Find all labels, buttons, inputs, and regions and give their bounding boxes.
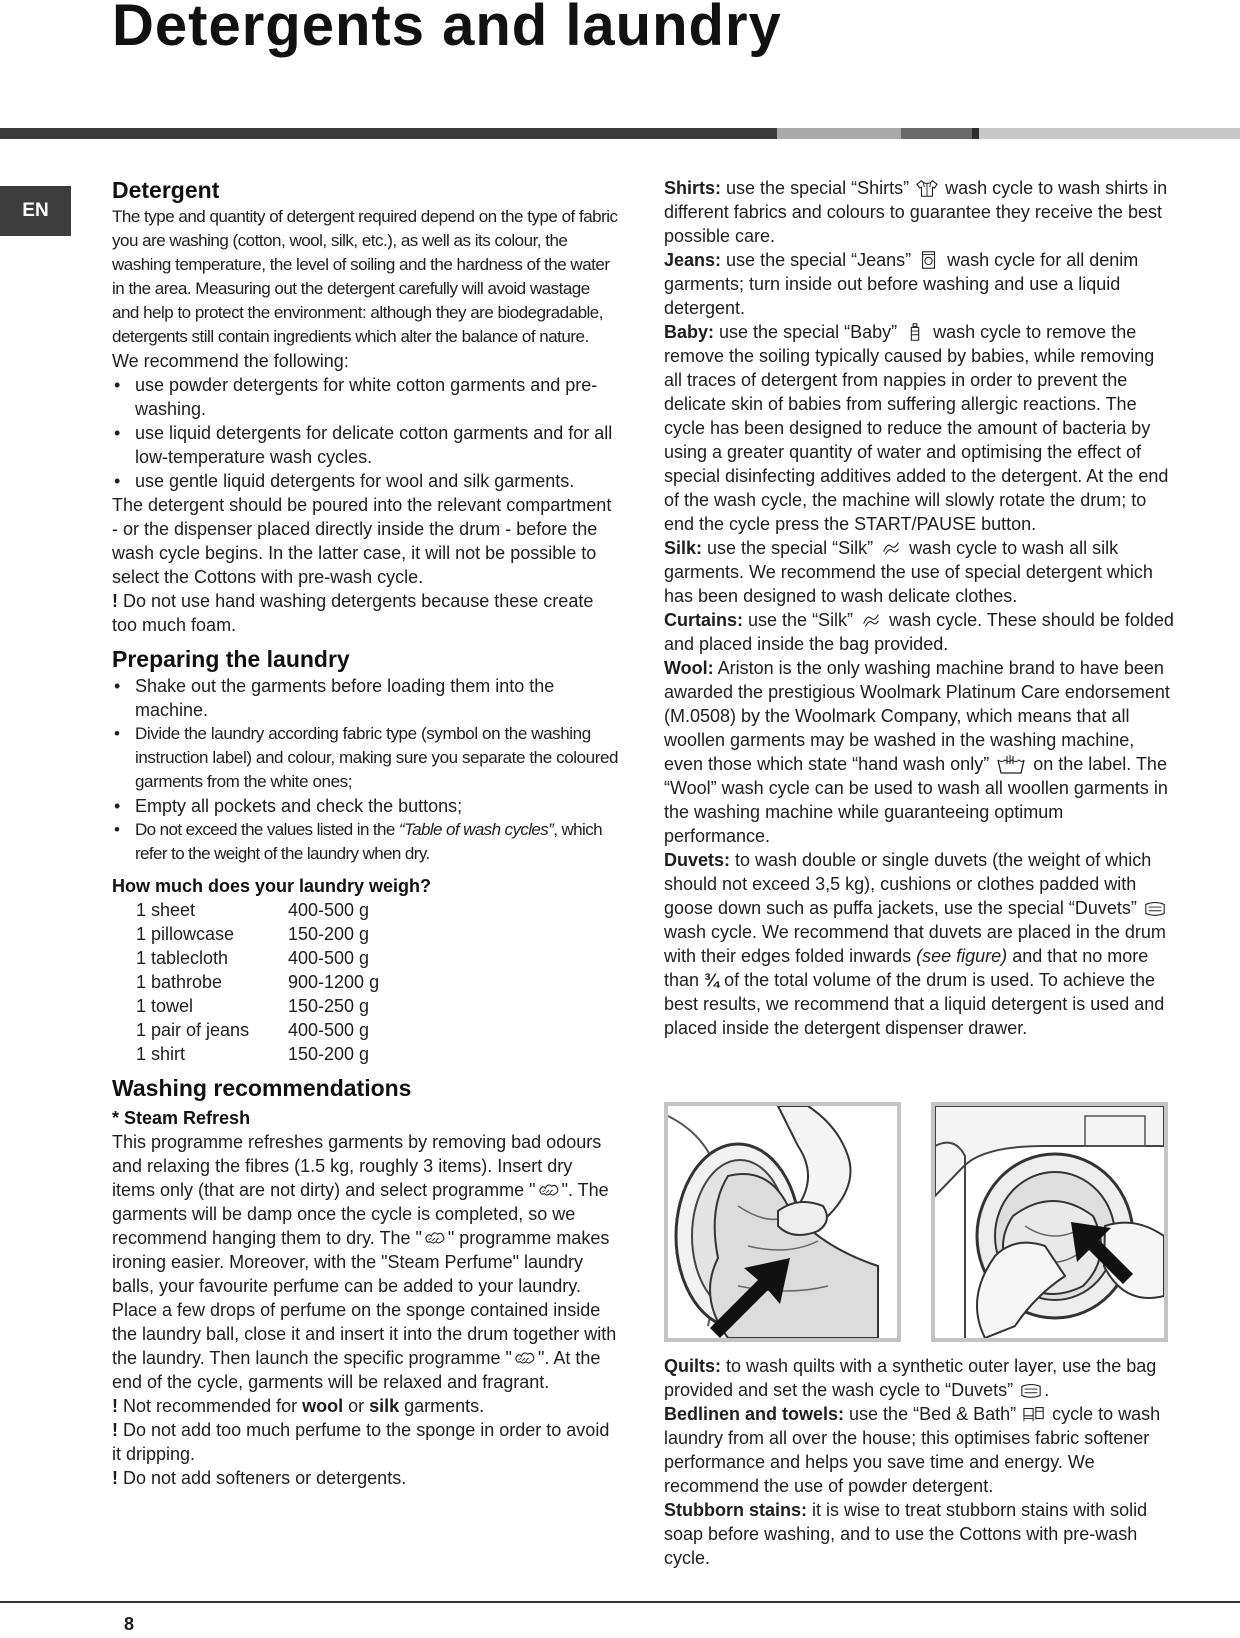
bedlinen-text: cycle to wash laundry from all over the house; this optimises fabric softener performance and helps you save time and energy. We recommend the use of powder detergent. bbox=[664, 1404, 1161, 1496]
bed-bath-icon bbox=[1023, 1404, 1045, 1424]
right-column bbox=[664, 176, 1174, 1040]
table-row bbox=[136, 994, 379, 1018]
steam-icon bbox=[424, 1228, 446, 1248]
weight-value: 900-1200 g bbox=[288, 972, 380, 992]
stubborn-stains-label: Stubborn stains: bbox=[664, 1500, 807, 1520]
list-item: • Empty all pockets and check the buttons; bbox=[112, 794, 620, 818]
duvets-paragraph bbox=[664, 848, 1174, 1040]
silk-label: Silk: bbox=[664, 538, 703, 558]
steam-refresh-heading: * Steam Refresh bbox=[112, 1108, 251, 1128]
weight-value: 150-250 g bbox=[288, 996, 370, 1016]
table-row bbox=[136, 1042, 379, 1066]
bedlinen-label: Bedlinen and towels: bbox=[664, 1404, 845, 1424]
detergent-list bbox=[112, 373, 620, 493]
preparing-heading: Preparing the laundry bbox=[112, 646, 350, 672]
jeans-paragraph bbox=[664, 248, 1174, 320]
steam-icon bbox=[514, 1348, 536, 1368]
figure-folding-duvet bbox=[931, 1102, 1168, 1342]
table-row bbox=[136, 1018, 379, 1042]
weight-item: 1 pair of jeans bbox=[136, 1020, 250, 1040]
note-softeners bbox=[112, 1466, 620, 1490]
warning-mark: ! bbox=[112, 1420, 118, 1440]
silk-text: use the special “Silk” bbox=[702, 538, 879, 558]
list-item: • use powder detergents for white cotton garments and pre-washing. bbox=[112, 373, 620, 421]
detergent-intro: The type and quantity of detergent required depend on the type of fabric you are washing (cotton, wool, silk, etc.), as well as its colour, the washing temperature, the level of soiling and the hardness of the water in the area. Measuring out the detergent carefully will avoid wastage and help to protect the environment: although they are biodegradable, detergents still contain ingredients which alter the balance of nature. bbox=[112, 207, 618, 346]
baby-bottle-icon bbox=[904, 322, 926, 342]
duvet-figures bbox=[664, 1102, 1169, 1342]
detergent-recommend: We recommend the following: bbox=[112, 351, 349, 371]
weight-item: 1 towel bbox=[136, 996, 194, 1016]
note-text: or bbox=[343, 1396, 370, 1416]
steam-text: ". At the end of the cycle, garments will be relaxed and fragrant. bbox=[112, 1348, 601, 1392]
quilts-paragraph bbox=[664, 1354, 1174, 1402]
weight-item: 1 bathrobe bbox=[136, 972, 223, 992]
table-row bbox=[136, 946, 379, 970]
weights-heading: How much does your laundry weigh? bbox=[112, 876, 432, 896]
duvets-label: Duvets: bbox=[664, 850, 731, 870]
table-reference: “Table of wash cycles” bbox=[398, 820, 554, 839]
baby-paragraph bbox=[664, 320, 1174, 536]
weight-item: 1 tablecloth bbox=[136, 948, 229, 968]
list-item: • Shake out the garments before loading them into the machine. bbox=[112, 674, 620, 722]
note-silk: silk bbox=[369, 1396, 400, 1416]
duvets-text: and that no more than bbox=[664, 946, 1149, 990]
preparing-list bbox=[112, 674, 620, 866]
right-column-lower bbox=[664, 1354, 1174, 1570]
baby-text: use the special “Baby” bbox=[714, 322, 903, 342]
header-band-pale bbox=[979, 128, 1240, 139]
left-column bbox=[112, 176, 620, 1490]
note-text: Do not add softeners or detergents. bbox=[123, 1468, 407, 1488]
silk-paragraph bbox=[664, 536, 1174, 608]
silk-icon bbox=[880, 538, 902, 558]
weight-item: 1 sheet bbox=[136, 900, 196, 920]
silk-icon bbox=[860, 610, 882, 630]
weight-value: 150-200 g bbox=[288, 1044, 370, 1064]
wool-paragraph bbox=[664, 656, 1174, 848]
shirts-text: use the special “Shirts” bbox=[721, 178, 915, 198]
fraction: ¾ bbox=[704, 970, 720, 990]
bullet-text: Do not exceed the values listed in the bbox=[135, 820, 399, 839]
jeans-icon bbox=[918, 250, 940, 270]
steam-text: This programme refreshes garments by removing bad odours and relaxing the fibres (1.5 kg, roughly 3 items). Insert dry items only (that are not dirty) and select programme " bbox=[112, 1132, 602, 1200]
quilts-text: to wash quilts with a synthetic outer layer, use the bag provided and set the wash cycle to “Duvets” bbox=[664, 1356, 1157, 1400]
bedlinen-text: use the “Bed & Bath” bbox=[844, 1404, 1022, 1424]
shirts-paragraph bbox=[664, 176, 1174, 248]
steam-icon bbox=[538, 1180, 560, 1200]
figure-loading-duvet bbox=[664, 1102, 901, 1342]
duvets-text: to wash double or single duvets (the weight of which should not exceed 3,5 kg), cushions or clothes padded with goose down such as puffa jackets, use the special “Duvets” bbox=[664, 850, 1152, 918]
list-item: • use liquid detergents for delicate cotton garments and for all low-temperature wash cycles. bbox=[112, 421, 620, 469]
curtains-text: use the “Silk” bbox=[743, 610, 859, 630]
weight-item: 1 shirt bbox=[136, 1044, 186, 1064]
stubborn-stains-text: it is wise to treat stubborn stains with solid soap before washing, and to use the Cottons with pre-wash cycle. bbox=[664, 1500, 1148, 1568]
note-wool-silk bbox=[112, 1394, 620, 1418]
warning-mark: ! bbox=[112, 591, 118, 611]
silk-text: wash cycle to wash all silk garments. We recommend the use of special detergent which has been designed to wash delicate clothes. bbox=[664, 538, 1153, 606]
page-number: 8 bbox=[124, 1614, 135, 1634]
baby-label: Baby: bbox=[664, 322, 715, 342]
footer-rule bbox=[0, 1601, 1240, 1603]
bullet-text: , which refer to the weight of the laundry when dry. bbox=[135, 820, 602, 863]
warning-mark: ! bbox=[112, 1396, 118, 1416]
weight-value: 400-500 g bbox=[288, 1020, 370, 1040]
shirts-label: Shirts: bbox=[664, 178, 722, 198]
note-text: Do not add too much perfume to the sponge in order to avoid it dripping. bbox=[112, 1420, 610, 1464]
curtains-text: wash cycle. These should be folded and placed inside the bag provided. bbox=[664, 610, 1174, 654]
duvet-icon bbox=[1144, 898, 1166, 918]
note-perfume bbox=[112, 1418, 620, 1466]
loading-duvet-illustration bbox=[668, 1106, 897, 1338]
quilts-label: Quilts: bbox=[664, 1356, 721, 1376]
list-item: • Divide the laundry according fabric type (symbol on the washing instruction label) and colour, making sure you separate the coloured garments from the white ones; bbox=[112, 722, 620, 794]
header-band-dark bbox=[0, 128, 777, 139]
language-tab: EN bbox=[0, 186, 71, 236]
header-band-mid bbox=[901, 128, 972, 139]
shirts-text: wash cycle to wash shirts in different fabrics and colours to guarantee they receive the best possible care. bbox=[664, 178, 1168, 246]
weight-item: 1 pillowcase bbox=[136, 924, 235, 944]
weight-value: 150-200 g bbox=[288, 924, 370, 944]
baby-text: wash cycle to remove the remove the soiling typically caused by babies, while removing all traces of detergent from nappies in order to prevent the delicate skin of babies from suffering allergic reactions. The cycle has been designed to reduce the amount of bacteria by using a greater quantity of water and optimising the effect of special disinfecting additives added to the detergent. At the end of the wash cycle, the machine will slowly rotate the drum; to end the cycle press the START/PAUSE button. bbox=[664, 322, 1169, 534]
header-band-divider bbox=[972, 128, 979, 139]
note-text: garments. bbox=[399, 1396, 485, 1416]
detergent-pour-text: The detergent should be poured into the relevant compartment - or the dispenser placed directly inside the drum - before the wash cycle begins. In the latter case, it will not be possible to select the Cottons with pre-wash cycle. bbox=[112, 495, 612, 587]
list-item bbox=[112, 818, 620, 866]
duvets-text: of the total volume of the drum is used. To achieve the best results, we recommend that a liquid detergent is used and placed inside the detergent dispenser drawer. bbox=[664, 970, 1165, 1038]
warning-text: Do not use hand washing detergents because these create too much foam. bbox=[112, 591, 594, 635]
duvet-icon bbox=[1020, 1380, 1042, 1400]
header-band-light bbox=[777, 128, 901, 139]
bedlinen-paragraph bbox=[664, 1402, 1174, 1498]
steam-text: ". The garments will be damp once the cycle is completed, so we recommend hanging them to dry. The " bbox=[112, 1180, 609, 1248]
warning-mark: ! bbox=[112, 1468, 118, 1488]
jeans-label: Jeans: bbox=[664, 250, 722, 270]
wool-label: Wool: bbox=[664, 658, 714, 678]
detergent-heading: Detergent bbox=[112, 177, 220, 203]
curtains-paragraph bbox=[664, 608, 1174, 656]
quilts-text: . bbox=[1044, 1380, 1050, 1400]
see-figure-reference: (see figure) bbox=[916, 946, 1008, 966]
weight-value: 400-500 g bbox=[288, 900, 370, 920]
table-row bbox=[136, 898, 379, 922]
wool-text: on the label. The “Wool” wash cycle can be used to wash all woollen garments in the washing machine while guaranteeing optimum performance. bbox=[664, 754, 1168, 846]
wool-text: Ariston is the only washing machine brand to have been awarded the prestigious Woolmark Platinum Care endorsement (M.0508) by the Woolmark Company, which means that all woollen garments may be washed in the washing machine, even those which state “hand wash only” bbox=[664, 658, 1170, 774]
shirt-icon bbox=[916, 178, 938, 198]
note-text: Not recommended for bbox=[123, 1396, 303, 1416]
jeans-text: wash cycle for all denim garments; turn inside out before washing and use a liquid detergent. bbox=[664, 250, 1139, 318]
page-title: Detergents and laundry bbox=[112, 0, 782, 58]
duvets-text: wash cycle. We recommend that duvets are placed in the drum with their edges folded inwards bbox=[664, 922, 1166, 966]
jeans-text: use the special “Jeans” bbox=[721, 250, 917, 270]
detergent-warning bbox=[112, 589, 620, 637]
weight-value: 400-500 g bbox=[288, 948, 370, 968]
folding-duvet-illustration bbox=[935, 1106, 1164, 1338]
steam-refresh-text bbox=[112, 1130, 620, 1394]
curtains-label: Curtains: bbox=[664, 610, 744, 630]
stubborn-stains-paragraph bbox=[664, 1498, 1174, 1570]
note-wool: wool bbox=[302, 1396, 344, 1416]
list-item: • use gentle liquid detergents for wool and silk garments. bbox=[112, 469, 620, 493]
weights-table bbox=[136, 898, 379, 1066]
hand-wash-icon bbox=[996, 754, 1026, 774]
steam-text: " programme makes ironing easier. Moreover, with the "Steam Perfume" laundry balls, your favourite perfume can be added to your laundry. Place a few drops of perfume on the sponge contained inside the laundry ball, close it and insert it into the drum together with the laundry. Then launch the specific programme " bbox=[112, 1228, 617, 1368]
washing-heading: Washing recommendations bbox=[112, 1075, 412, 1101]
table-row bbox=[136, 970, 379, 994]
table-row bbox=[136, 922, 379, 946]
